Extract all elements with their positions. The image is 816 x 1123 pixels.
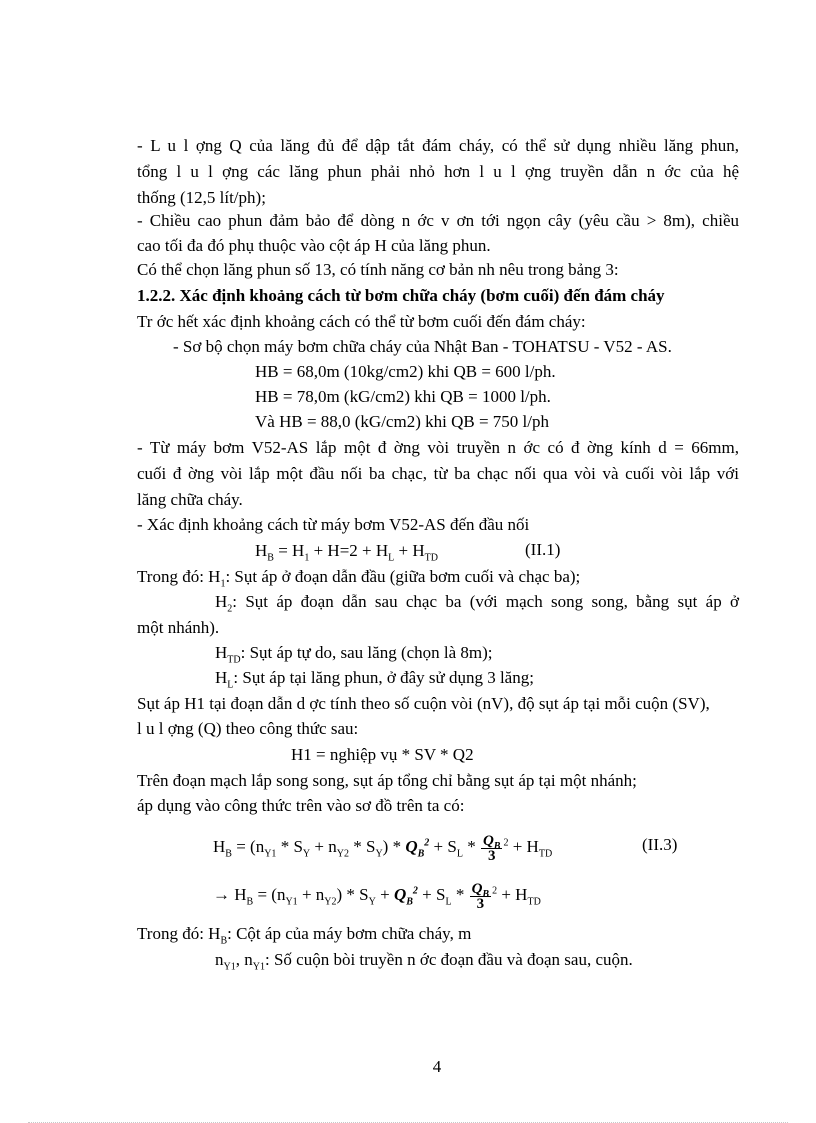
para-line: - Xác định khoảng cách từ máy bơm V52-AS đến đầu nối	[137, 515, 530, 534]
equation-4: → $H_B = (n_{Y1} + n_{Y2}) * S_Y + Q_B^2 + S_L$ * $\frac{Q_B}{3}$ $^2 + H_{TD}$	[213, 880, 541, 912]
para-line: một nhánh).	[137, 618, 220, 637]
definition-line: $H_L$: Sụt áp tại lăng phun, ở đây sử dụng 3 lăng;	[215, 668, 534, 691]
equation-label: (II.3)	[642, 835, 678, 854]
equation-2: H1 = nghiệp vụ * SV * Q2	[291, 745, 474, 764]
definition-line: Trong đó: $H_1$: Sụt áp ở đoạn dẫn đầu (giữa bơm cuối và chạc ba);	[137, 567, 581, 590]
definition-line: $H_2$: Sụt áp đoạn dẫn sau chạc ba (với mạch song song, bằng sụt áp ở	[215, 592, 739, 615]
definition-line: Trong đó: $H_B$: Cột áp của máy bơm chữa cháy, m	[137, 924, 472, 947]
equation-1: $H_B = H_1 + H=2 + H_L + H_{TD}$	[255, 541, 438, 564]
para-line: lăng chữa cháy.	[137, 490, 243, 509]
spec-line: HB = 78,0m (kG/cm2) khi QB = 1000 l/ph.	[255, 387, 551, 406]
para-line: thống (12,5 lít/ph);	[137, 188, 266, 207]
para-line: cao tối đa đó phụ thuộc vào cột áp H của lăng phun.	[137, 236, 491, 255]
equation-3: $H_B = (n_{Y1} * S_Y + n_{Y2} * S_Y) * Q_B^2 + S_L$ * $\frac{Q_B}{3}$ $^2 + H_{TD}$	[213, 832, 553, 864]
para-line: Trên đoạn mạch lắp song song, sụt áp tổng chỉ bằng sụt áp tại một nhánh;	[137, 771, 637, 790]
para-line: Có thể chọn lăng phun số 13, có tính năng cơ bản nh nêu trong bảng 3:	[137, 260, 619, 279]
para-line: - Từ máy bơm V52-AS lắp một đ ờng vòi truyền n ớc có đ ờng kính d = 66mm,	[137, 438, 739, 457]
para-line: - Sơ bộ chọn máy bơm chữa cháy của Nhật Ban - TOHATSU - V52 - AS.	[173, 337, 672, 356]
spec-line: HB = 68,0m (10kg/cm2) khi QB = 600 l/ph.	[255, 362, 556, 381]
para-line: l u l ợng (Q) theo công thức sau:	[137, 719, 359, 738]
definition-line: $H_{TD}$: Sụt áp tự do, sau lăng (chọn là 8m);	[215, 643, 493, 666]
para-line: Tr ớc hết xác định khoảng cách có thể từ bơm cuối đến đám cháy:	[137, 312, 586, 331]
para-line: - L u l ợng Q của lăng đủ để dập tắt đám cháy, có thể sử dụng nhiều lăng phun,	[137, 136, 739, 155]
spec-line: Và HB = 88,0 (kG/cm2) khi QB = 750 l/ph	[255, 412, 549, 431]
definition-line: $n_{Y1}$, $n_{Y1}$: Số cuộn bòi truyền n ớc đoạn đầu và đoạn sau, cuộn.	[215, 950, 633, 973]
section-heading: 1.2.2. Xác định khoảng cách từ bơm chữa cháy (bơm cuối) đến đám cháy	[137, 286, 665, 305]
para-line: cuối đ ờng vòi lắp một đầu nối ba chạc, từ ba chạc nối qua vòi và cuối vòi lắp với	[137, 464, 739, 483]
equation-label: (II.1)	[525, 540, 561, 559]
page-number: 4	[432, 1057, 442, 1076]
para-line: áp dụng vào công thức trên vào sơ đồ trên ta có:	[137, 796, 465, 815]
para-line: Sụt áp H1 tại đoạn dẫn d ợc tính theo số cuộn vòi (nV), độ sụt áp tại mỗi cuộn (SV),	[137, 694, 710, 713]
para-line: tổng l u l ợng các lăng phun phải nhỏ hơn l u l ợng truyền dẫn n ớc của hệ	[137, 162, 739, 181]
para-line: - Chiều cao phun đảm bảo để dòng n ớc v ơn tới ngọn cây (yêu cầu > 8m), chiều	[137, 211, 739, 230]
